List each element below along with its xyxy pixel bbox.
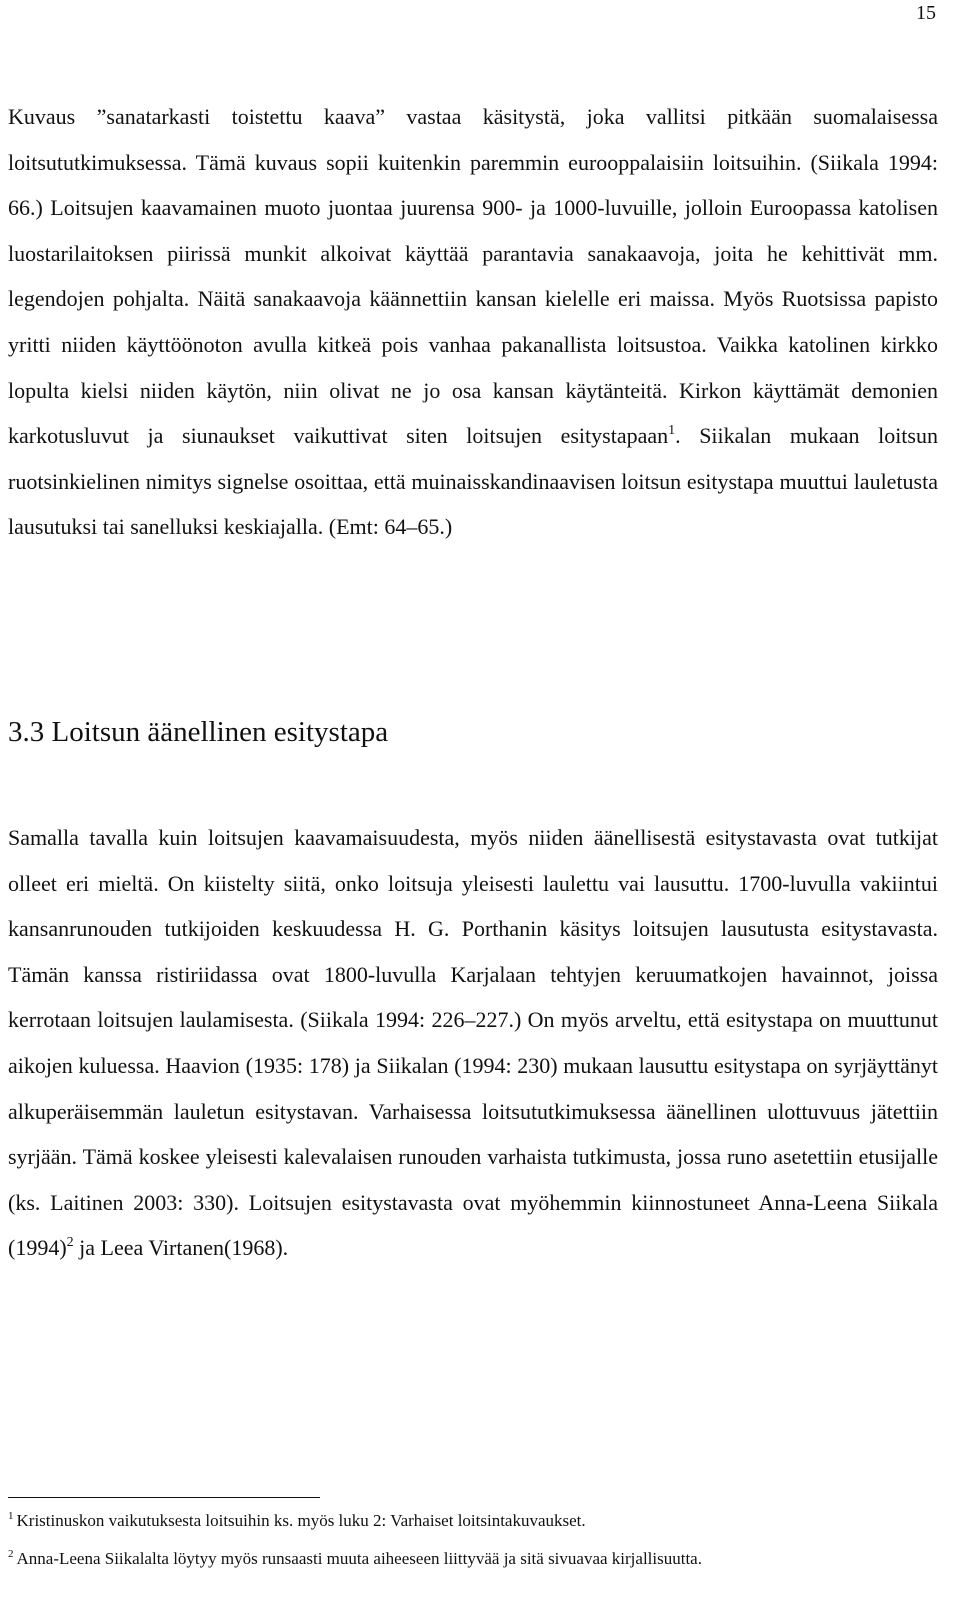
body-paragraph-2 — [8, 815, 938, 1271]
paragraph-text: . Siikalan mukaan loitsun ruotsinkielinen nimitys signelse osoittaa, että muinaisskandinaavisen loitsun esitystapa muuttui lauletusta lausutuksi tai sanelluksi keskiajalla. (Emt: 64–65.) — [8, 423, 938, 540]
footnote-2 — [8, 1548, 948, 1570]
section-heading: 3.3 Loitsun äänellinen esitystapa — [8, 716, 389, 748]
paragraph-text: Kuvaus ”sanatarkasti toistettu kaava” vastaa käsitystä, joka vallitsi pitkään suomalaisessa loitsututkimuksessa. Tämä kuvaus sopii kuitenkin paremmin eurooppalaisiin loitsuihin. (Siikala 1994: 66.) Loitsujen kaavamainen muoto juontaa juurensa 900- ja 1000-luvuille, jolloin Euroopassa katolisen luostarilaitoksen piirissä munkit alkoivat käyttää parantavia sanakaavoja, joita he kehittivät mm. legendojen pohjalta. Näitä sanakaavoja käännettiin kansan kielelle eri maissa. Myös Ruotsissa papisto yritti niiden käyttöönoton avulla kitkeä pois vanhaa pakanallista loitsustoa. Vaikka katolinen kirkko lopulta kielsi niiden käytön, niin olivat ne jo osa kansan käytänteitä. Kirkon käyttämät demonien karkotusluvut ja siunaukset vaikuttivat siten loitsujen esitystapaan — [8, 104, 938, 449]
footnote-text: Kristinuskon vaikutuksesta loitsuihin ks. myös luku 2: Varhaiset loitsintakuvaukset. — [16, 1511, 586, 1530]
footnote-ref-2[interactable]: 2 — [66, 1235, 74, 1251]
body-paragraph-1 — [8, 94, 938, 550]
footnote-divider — [8, 1497, 320, 1498]
footnote-1 — [8, 1510, 948, 1532]
paragraph-text: Samalla tavalla kuin loitsujen kaavamaisuudesta, myös niiden äänellisestä esitystavasta ovat tutkijat olleet eri mieltä. On kiistelty siitä, onko loitsuja yleisesti laulettu vai lausuttu. 1700-luvulla vakiintui kansanrunouden tutkijoiden keskuudessa H. G. Porthanin käsitys loitsujen lausutusta esitystavasta. Tämän kanssa ristiriidassa ovat 1800-luvulla Karjalaan tehtyjen keruumatkojen havainnot, joissa kerrotaan loitsujen laulamisesta. (Siikala 1994: 226–227.) On myös arveltu, että esitystapa on muuttunut aikojen kuluessa. Haavion (1935: 178) ja Siikalan (1994: 230) mukaan lausuttu esitystapa on syrjäyttänyt alkuperäisemmän lauletun esitystavan. Varhaisessa loitsututkimuksessa äänellinen ulottuvuus jätettiin syrjään. Tämä koskee yleisesti kalevalaisen runouden varhaista tutkimusta, jossa runo asetettiin etusijalle (ks. Laitinen 2003: 330). Loitsujen esitystavasta ovat myöhemmin kiinnostuneet Anna-Leena Siikala (1994) — [8, 825, 938, 1261]
page-number: 15 — [916, 2, 936, 24]
footnote-ref-1[interactable]: 1 — [668, 423, 676, 439]
footnote-number: 2 — [8, 1548, 14, 1560]
footnote-text: Anna-Leena Siikalalta löytyy myös runsaasti muuta aiheeseen liittyvää ja sitä sivuavaa kirjallisuutta. — [16, 1549, 702, 1568]
footnote-number: 1 — [8, 1510, 14, 1522]
paragraph-text: ja Leea Virtanen(1968). — [73, 1235, 289, 1261]
